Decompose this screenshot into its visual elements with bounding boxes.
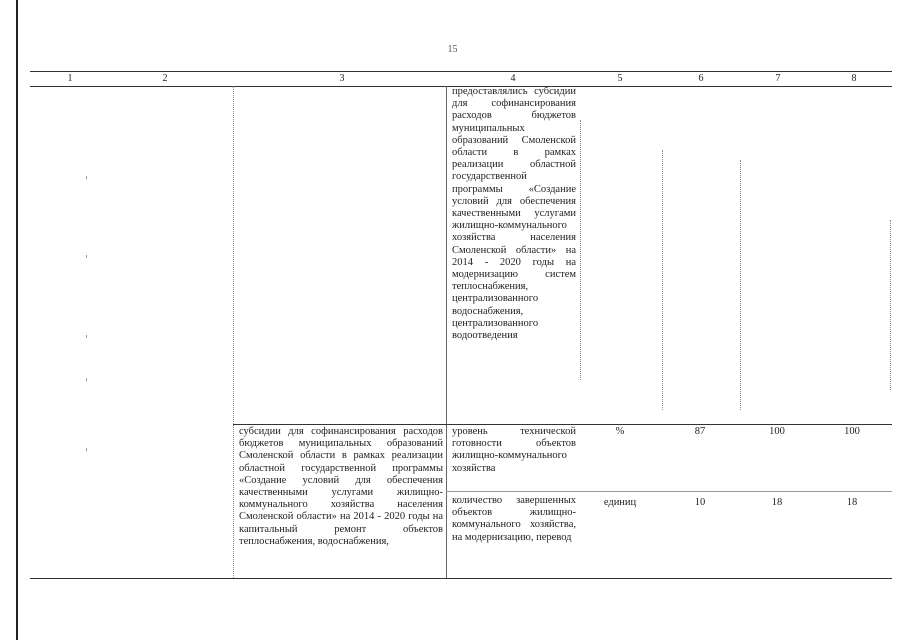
column-divider <box>580 120 581 380</box>
table-bottom-rule <box>30 578 892 579</box>
scan-speck <box>86 378 87 381</box>
column-divider <box>740 160 741 410</box>
page-left-edge <box>16 0 18 640</box>
indicator-unit: единиц <box>603 497 637 508</box>
indicator-value-col8: 100 <box>844 426 860 437</box>
column-header-6: 6 <box>698 73 704 84</box>
indicator-unit: % <box>615 426 625 437</box>
indicator-value-col8: 18 <box>846 497 858 508</box>
column-divider <box>446 86 447 578</box>
scan-speck <box>86 335 87 338</box>
indicator-value-col7: 100 <box>769 426 785 437</box>
indicator-name: уровень технической готовности объектов жилищно-коммунального хозяйства <box>452 426 576 474</box>
scan-speck <box>86 176 87 179</box>
column-divider <box>233 86 234 578</box>
measure-description: субсидии для софинансирования расходов бюджетов муниципальных образований Смоленской области в рамках реализации областной государственной программы «Создание условий для обеспечения качественными услугами жилищно-коммунального хозяйства населения Смоленской области» на 2014 - 2020 годы на капитальный ремонт объектов теплоснабжения, водоснабжения, <box>239 426 443 547</box>
column-header-5: 5 <box>617 73 623 84</box>
column-header-1: 1 <box>67 73 73 84</box>
continued-indicator-text: предоставлялись субсидии для софинансирования расходов бюджетов муниципальных образований Смоленской области в рамках реализации областной государственной программы «Создание условий для обеспечения качественными услугами жилищно-коммунального хозяйства населения Смоленской области» на 2014 - 2020 годы на модернизацию систем теплоснабжения, централизованного водоснабжения, централизованного водоотведения <box>452 86 576 342</box>
table-top-rule <box>30 71 892 72</box>
scan-speck <box>86 448 87 451</box>
page-number: 15 <box>447 44 458 55</box>
scan-speck <box>86 255 87 258</box>
indicator-separator <box>446 491 892 492</box>
column-divider <box>662 150 663 410</box>
indicator-value-col6: 10 <box>694 497 706 508</box>
row-separator <box>233 424 892 425</box>
column-header-2: 2 <box>162 73 168 84</box>
indicator-value-col6: 87 <box>694 426 706 437</box>
indicator-name: количество завершенных объектов жилищно-коммунального хозяйства, на модернизацию, перевод <box>452 495 576 543</box>
column-header-7: 7 <box>775 73 781 84</box>
indicator-value-col7: 18 <box>771 497 783 508</box>
column-header-3: 3 <box>339 73 345 84</box>
column-divider <box>890 220 891 390</box>
column-header-8: 8 <box>851 73 857 84</box>
column-header-4: 4 <box>510 73 516 84</box>
